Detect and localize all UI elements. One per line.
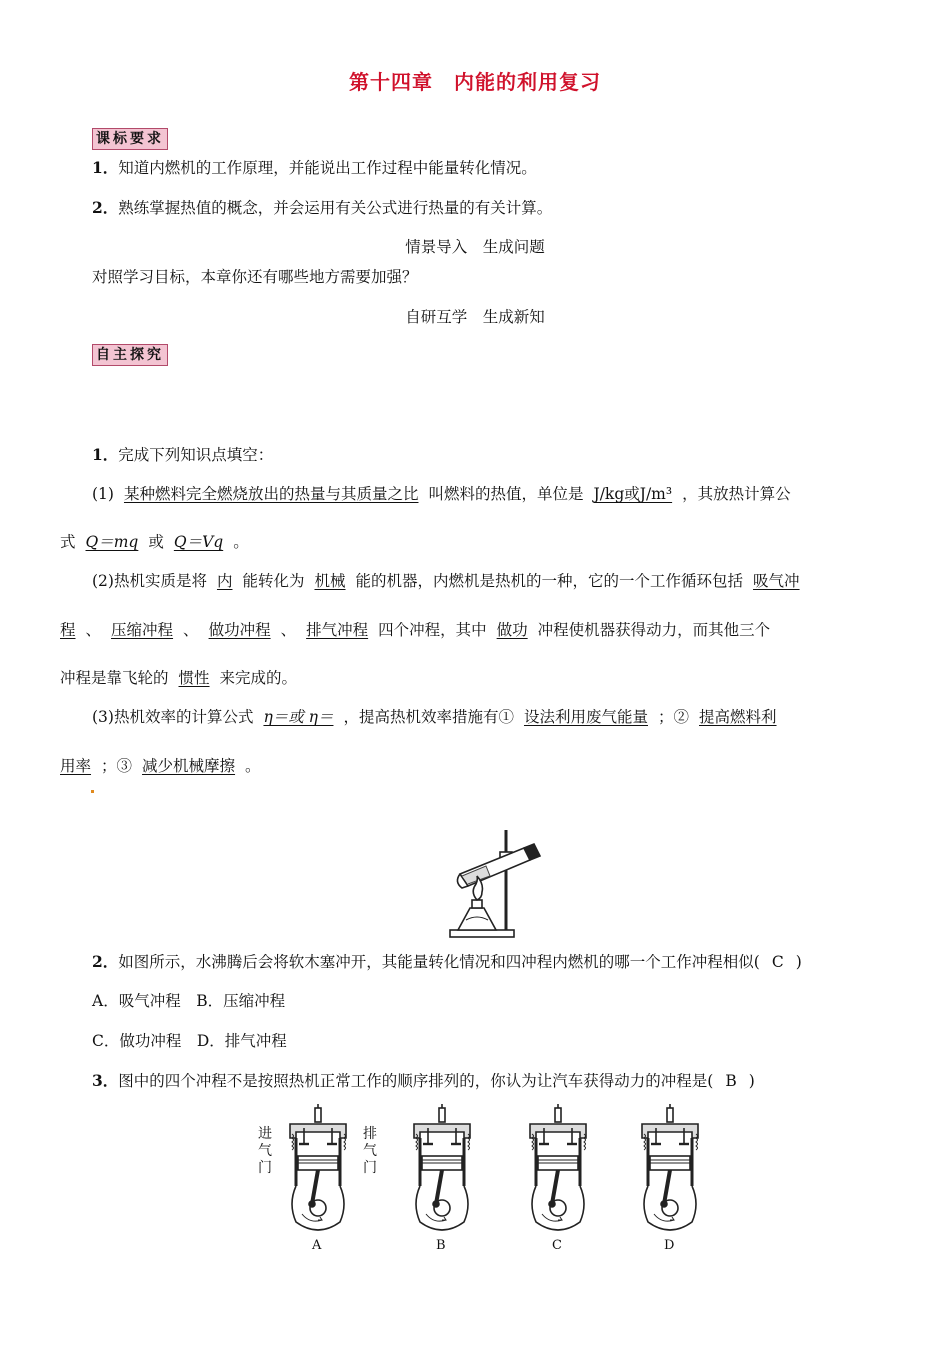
requirement-1 [92,157,537,179]
answer-blank: Q＝Vq [173,533,224,551]
page-title: 第十四章 内能的利用复习 [349,70,601,94]
q1-intro-text: 完成下列知识点填空： [118,446,274,464]
q3-stem-text: 图中的四个冲程不是按照热机正常工作的顺序排列的，你认为让汽车获得动力的冲程是( [118,1072,714,1090]
q2-stem [92,951,802,973]
answer-blank: 程 [60,621,76,639]
q1-number: 1． [92,445,119,464]
answer-blank: J/kg或J/m³ [593,485,673,503]
requirement-number: 1． [92,158,119,177]
answer-blank: 排气冲程 [306,621,369,639]
section-self-study-heading: 自研互学 生成新知 [405,308,545,326]
requirement-text: 熟练掌握热值的概念，并会运用有关公式进行热量的有关计算。 [118,199,553,217]
text: ；③ [101,757,133,775]
q2-answer: C [771,953,784,971]
text: 、 [85,621,102,639]
q1-part2-line3 [60,667,297,689]
text: 叫燃料的热值，单位是 [428,485,584,503]
engine-label-b: B [436,1238,446,1253]
text: 、 [183,621,199,639]
text: 能的机器，内燃机是热机的一种，它的一个工作循环包括 [355,572,744,590]
text: (3)热机效率的计算公式 [92,708,254,726]
text: 能转化为 [242,572,305,590]
text: 来完成的。 [219,669,298,687]
q1-part3-line1 [92,706,787,728]
requirement-2 [92,197,552,219]
exhaust-valve-label: 排气门 [363,1126,377,1176]
answer-blank: 减少机械摩擦 [142,757,236,775]
scene-text: 对照学习目标，本章你还有哪些地方需要加强？ [92,268,418,286]
q3-stem [92,1070,755,1092]
engine-label-d: D [664,1238,675,1253]
text: ，提高热机效率措施有① [343,708,514,726]
section-scene-heading: 情景导入 生成问题 [405,238,545,256]
answer-blank: 吸气冲 [753,572,800,590]
decorative-dot [91,790,94,793]
q1-part1-line1 [92,483,791,505]
engine-figures [270,1100,730,1240]
intake-valve-label: 进气门 [258,1126,272,1176]
q1-part2-line1 [92,570,810,592]
text: ；② [658,708,690,726]
self-explore-badge: 自主探究 [92,344,168,366]
requirement-text: 知道内燃机的工作原理，并能说出工作过程中能量转化情况。 [118,159,537,177]
text: 、 [280,621,297,639]
text: (2)热机实质是将 [92,572,207,590]
text: 。 [245,757,261,775]
answer-blank: 压缩冲程 [111,621,174,639]
answer-blank: 内 [216,572,233,590]
q2-stem-text: 如图所示，水沸腾后会将软木塞冲开，其能量转化情况和四冲程内燃机的哪一个工作冲程相似( [118,953,760,971]
q1-part2-line2 [60,619,770,641]
engine-label-a: A [312,1238,322,1253]
q2-options-2: C．做功冲程 D．排气冲程 [92,1032,287,1050]
answer-blank: η＝或 η＝ [263,708,334,726]
answer-blank: 机械 [314,572,346,590]
answer-blank: 某种燃料完全燃烧放出的热量与其质量之比 [123,485,419,503]
answer-blank: Q＝mq [85,533,139,551]
answer-blank: 做功 [496,621,528,639]
text: 冲程是靠飞轮的 [60,669,169,687]
requirement-number: 2． [92,198,119,217]
answer-blank: 用率 [60,757,92,775]
q1-intro [92,444,273,466]
answer-blank: 惯性 [178,669,210,687]
text: 。 [233,533,249,551]
text: 四个冲程，其中 [378,621,487,639]
text: 式 [60,533,76,551]
course-requirements-badge: 课标要求 [92,128,168,150]
text: 或 [148,533,164,551]
text: ) [748,1072,755,1090]
q2-options-1: A．吸气冲程 B．压缩冲程 [92,992,286,1010]
engine-label-c: C [552,1238,562,1253]
q3-answer: B [725,1072,737,1090]
boiling-flask-figure [440,826,550,942]
q1-part1-line2 [60,531,249,553]
text: ，其放热计算公 [682,485,791,503]
text: 冲程使机器获得动力，而其他三个 [537,621,771,639]
answer-blank: 提高燃料利 [699,708,777,726]
q1-part3-line2 [60,755,261,777]
q3-number: 3． [92,1071,119,1090]
answer-blank: 设法利用废气能量 [523,708,648,726]
text: ) [795,953,802,971]
text: (1) [92,485,114,503]
q2-number: 2． [92,952,119,971]
answer-blank: 做功冲程 [208,621,271,639]
